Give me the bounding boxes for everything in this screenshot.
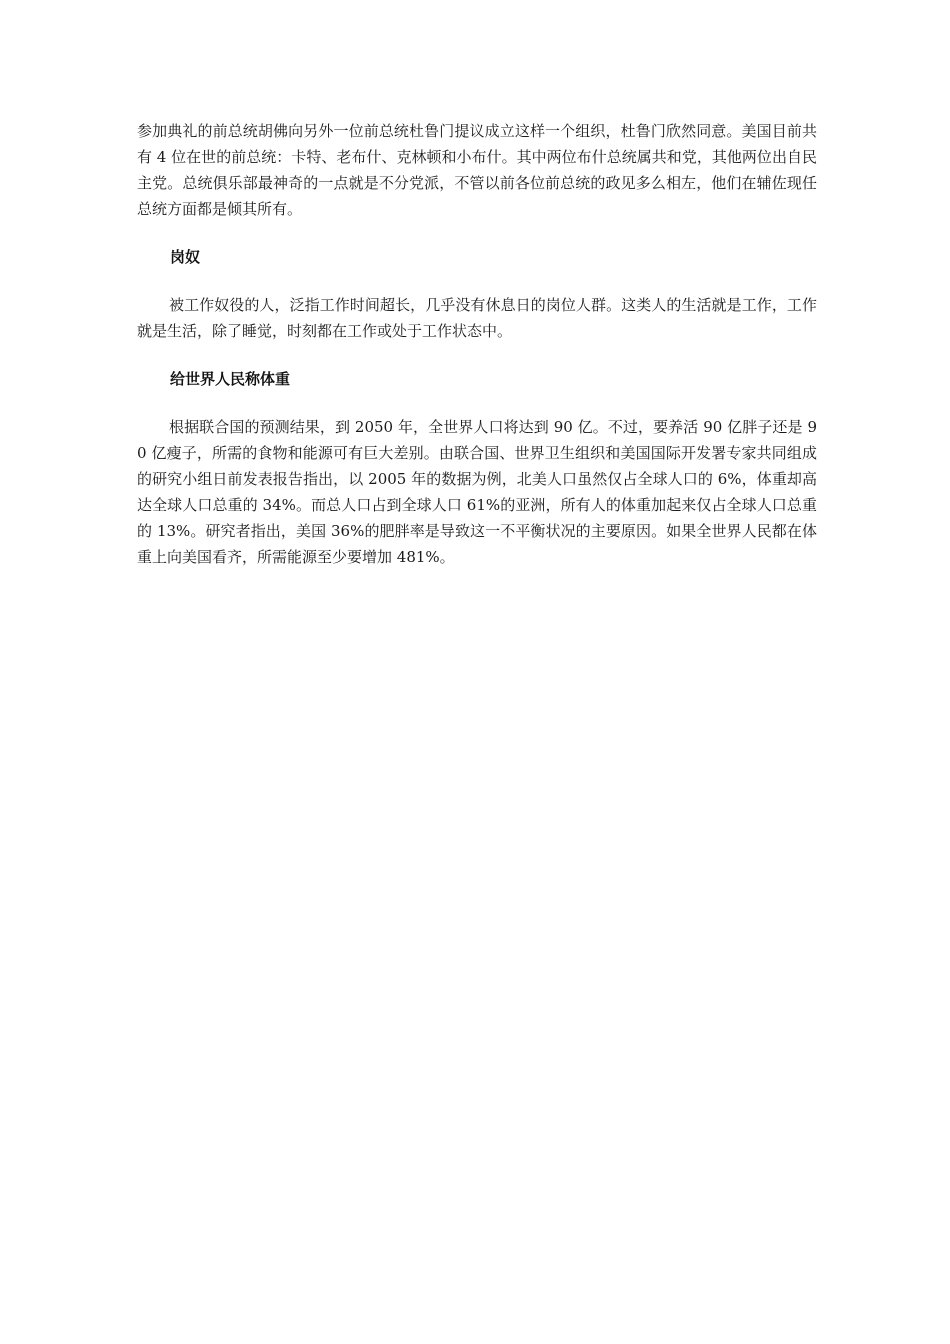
section-heading-world-weight: 给世界人民称体重: [170, 370, 291, 388]
intro-paragraph: 参加典礼的前总统胡佛向另外一位前总统杜鲁门提议成立这样一个组织，杜鲁门欣然同意。美国目前共有 4 位在世的前总统：卡特、老布什、克林顿和小布什。其中两位布什总统属共和党，其他两位出自民主党。总统俱乐部最神奇的一点就是不分党派，不管以前各位前总统的政见多么相左，他们在辅佐现任总统方面都是倾其所有。: [137, 122, 817, 218]
section-body-gangnu: 被工作奴役的人，泛指工作时间超长，几乎没有休息日的岗位人群。这类人的生活就是工作，工作就是生活，除了睡觉，时刻都在工作或处于工作状态中。: [137, 296, 817, 340]
document-page: [137, 118, 817, 570]
section-body-world-weight: 根据联合国的预测结果，到 2050 年，全世界人口将达到 90 亿。不过，要养活 90 亿胖子还是 90 亿瘦子，所需的食物和能源可有巨大差别。由联合国、世界卫生组织和美国国际开发署专家共同组成的研究小组日前发表报告指出，以 2005 年的数据为例，北美人口虽然仅占全球人口的 6%，体重却高达全球人口总重的 34%。而总人口占到全球人口 61%的亚洲，所有人的体重加起来仅占全球人口总重的 13%。研究者指出，美国 36%的肥胖率是导致这一不平衡状况的主要原因。如果全世界人民都在体重上向美国看齐，所需能源至少要增加 481%。: [137, 418, 817, 566]
section-heading-gangnu: 岗奴: [170, 248, 201, 266]
